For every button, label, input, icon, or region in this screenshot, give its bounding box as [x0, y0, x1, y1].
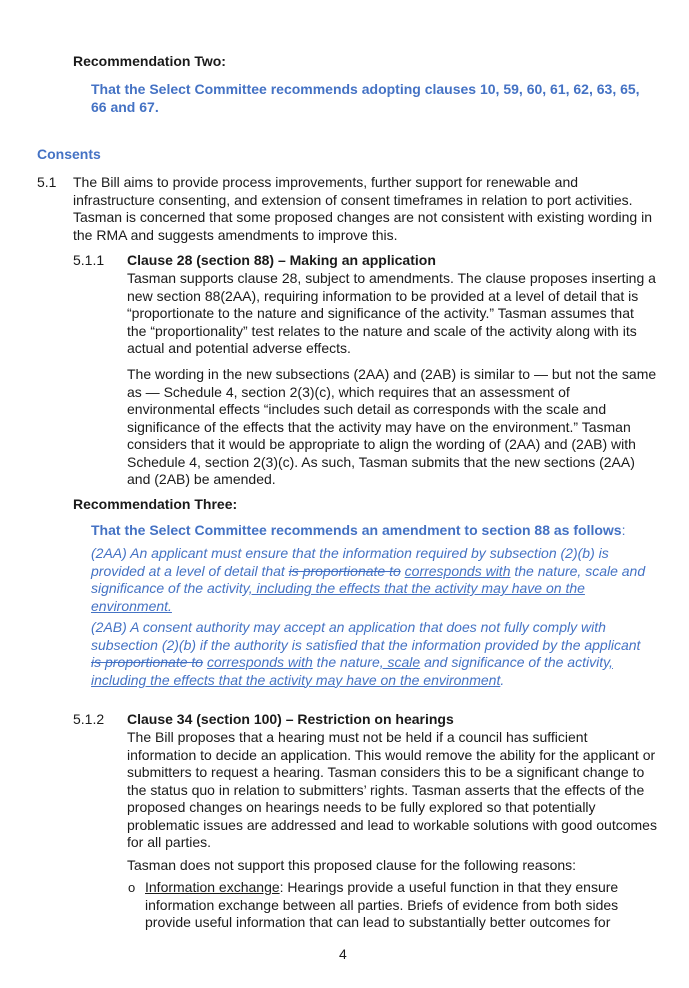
amendment-2ab-inserted-1: corresponds with	[206, 654, 313, 670]
bullet-information-exchange	[145, 879, 657, 932]
amendment-2ab-text-1: (2AB) A consent authority may accept an application that does not fully comply with subsection (2)(b) if the authority is satisfied that the information provided by the applicant	[91, 619, 641, 653]
section-5-1-2-para-1: The Bill proposes that a hearing must not be held if a council has sufficient information to decide an application. This would remove the ability for the applicant or submitters to request a hearing. Tasman considers this to be a significant change to the status quo in relation to submitters’ rights. Tasman asserts that the effects of the proposed changes on hearings needs to be fully explored so that potentially problematic issues are addressed and lead to workable solutions with good outcomes for all parties.	[127, 729, 657, 850]
section-5-1-1-para-2: The wording in the new subsections (2AA) and (2AB) is similar to — but not the same as — Schedule 4, section 2(3)(c), which requires that an assessment of environmental effects “includes such detail as corresponds with the scale and significance of the effects that the activity may have on the environment.” Tasman considers that it would be appropriate to align the wording of (2AA) and (2AB) with Schedule 4, section 2(3)(c). As such, Tasman submits that the new sections (2AA) and (2AB) be amended.	[127, 366, 657, 487]
amendment-2ab-inserted-2: , scale	[379, 654, 421, 670]
amendment-2ab-deleted: is proportionate to	[91, 654, 204, 670]
amendment-2ab-inserted-3: , including the effects that the activity may have on the environment	[91, 654, 613, 688]
section-5-1-2-number: 5.1.2	[73, 711, 105, 727]
recommendation-three-lead-colon: :	[621, 522, 626, 538]
section-5-1-1-number: 5.1.1	[73, 252, 105, 268]
amendment-2ab	[91, 619, 653, 689]
section-5-1-text: The Bill aims to provide process improvements, further support for renewable and infrastructure consenting, and extension of consent timeframes in relation to port activities. Tasman is concerned that some proposed changes are not consistent with existing wording in the RMA and suggests amendments to improve this.	[73, 174, 652, 243]
page-number: 4	[339, 946, 347, 962]
bullet-term: Information exchange	[145, 879, 280, 895]
recommendation-three-heading: Recommendation Three:	[73, 496, 238, 512]
recommendation-two-heading: Recommendation Two:	[73, 53, 226, 69]
amendment-2aa-text-3: the nature, scale and significance of the activity	[91, 562, 646, 596]
amendment-2aa-inserted-2: , including the effects that the activity may have on the environment.	[91, 580, 585, 614]
amendment-2ab-text-3: the nature	[312, 654, 380, 670]
bullet-marker: o	[128, 880, 136, 895]
amendment-2ab-text-4: and significance of the activity	[420, 654, 610, 670]
amendment-2ab-text-5: .	[500, 671, 505, 688]
section-5-1-2-para-2: Tasman does not support this proposed clause for the following reasons:	[127, 857, 577, 873]
section-5-1-1-title: Clause 28 (section 88) – Making an application	[127, 252, 436, 268]
section-5-1-number: 5.1	[37, 174, 57, 190]
bullet-text: : Hearings provide a useful function in that they ensure information exchange between all parties. Briefs of evidence from both sides provide useful information that can lead to substantially better outcomes for	[145, 879, 619, 930]
consents-heading: Consents	[37, 146, 101, 162]
amendment-2aa	[91, 545, 653, 615]
amendment-2aa-inserted-1: corresponds with	[404, 562, 511, 579]
recommendation-three-lead-text: That the Select Committee recommends an amendment to section 88 as follows	[91, 522, 622, 538]
section-5-1-2-title: Clause 34 (section 100) – Restriction on hearings	[127, 711, 454, 727]
recommendation-two-text: That the Select Committee recommends adopting clauses 10, 59, 60, 61, 62, 63, 65, 66 and 67.	[91, 81, 640, 115]
recommendation-three-lead	[91, 522, 651, 540]
section-5-1-1-para-1: Tasman supports clause 28, subject to amendments. The clause proposes inserting a new section 88(2AA), requiring information to be provided at a level of detail that is “proportionate to the nature and significance of the activity.” Tasman assumes that the “proportionality” test relates to the nature and scale of the activity along with its actual and potential adverse effects.	[127, 270, 656, 356]
amendment-2aa-text-1: (2AA) An applicant must ensure that the information required by subsection (2)(b) is provided at a level of detail that	[91, 545, 609, 579]
amendment-2aa-deleted: is proportionate to	[288, 562, 401, 579]
